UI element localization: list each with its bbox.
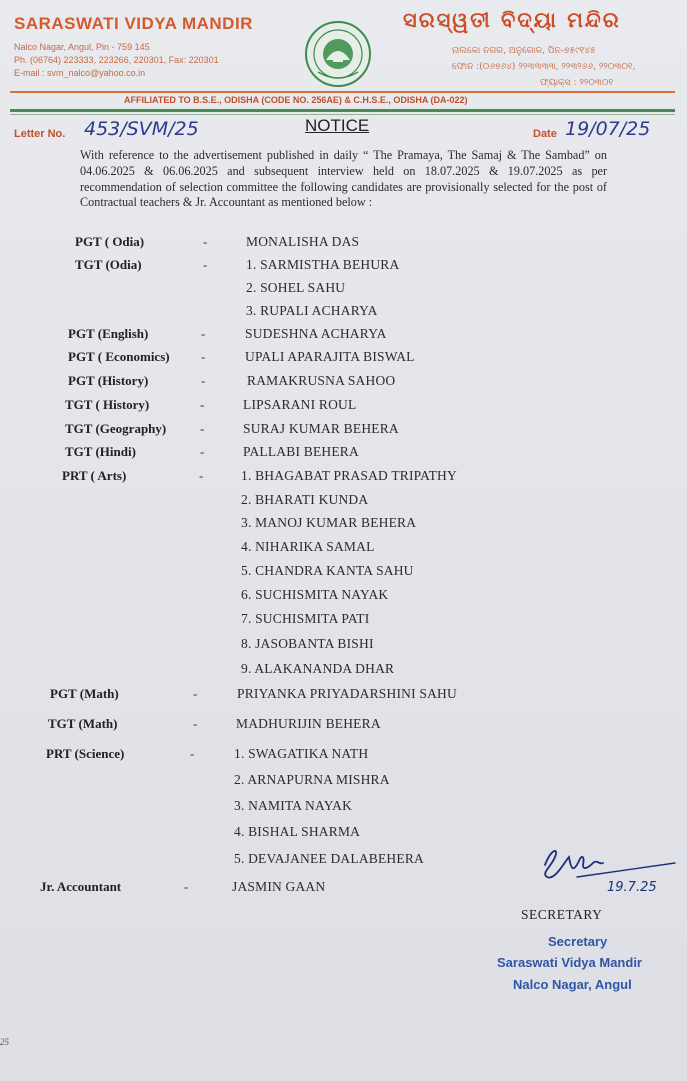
candidate-name: 1. SWAGATIKA NATH xyxy=(234,746,369,761)
school-name-odia: ସରସ୍ୱତୀ ବିଦ୍ୟା ମନ୍ଦିର xyxy=(403,8,621,32)
post-label: TGT (Math) xyxy=(48,716,118,731)
candidate-name: 6. SUCHISMITA NAYAK xyxy=(241,587,389,602)
separator-dash: - xyxy=(184,879,189,894)
signature-icon xyxy=(537,843,677,895)
post-label: PGT ( Odia) xyxy=(75,234,145,249)
odia-address-line-1: ନାଲକୋ ନଗର, ଅନୁଗୋଳ, ପିନ-୭୫୯୧୪୫ xyxy=(452,46,596,56)
candidate-name: 3. NAMITA NAYAK xyxy=(234,798,353,813)
post-label: PRT (Science) xyxy=(46,746,125,761)
candidate-name: 2. BHARATI KUNDA xyxy=(241,492,369,507)
letter-no-label: Letter No. xyxy=(14,128,66,140)
candidate-name: 4. NIHARIKA SAMAL xyxy=(241,539,375,554)
candidate-name: UPALI APARAJITA BISWAL xyxy=(245,349,415,364)
post-label: TGT ( History) xyxy=(65,397,150,412)
odia-address-line-3: ଫ୍ୟାକ୍ସ : ୨୨୦୩୦୧ xyxy=(540,78,614,88)
candidate-name: 7. SUCHISMITA PATI xyxy=(241,611,370,626)
header-rule-thin xyxy=(10,114,675,115)
school-logo-icon xyxy=(304,20,372,88)
separator-dash: - xyxy=(201,326,206,341)
candidate-name: SUDESHNA ACHARYA xyxy=(245,326,387,341)
post-label: TGT (Hindi) xyxy=(65,444,136,459)
post-label: TGT (Geography) xyxy=(65,421,167,436)
candidate-name: 9. ALAKANANDA DHAR xyxy=(241,661,395,676)
post-label: Jr. Accountant xyxy=(40,879,122,894)
post-label: PGT (English) xyxy=(68,326,149,341)
candidate-name: 1. BHAGABAT PRASAD TRIPATHY xyxy=(241,468,457,483)
candidate-name: LIPSARANI ROUL xyxy=(243,397,357,412)
candidate-name: JASMIN GAAN xyxy=(232,879,326,894)
separator-dash: - xyxy=(201,349,206,364)
candidate-name: 2. SOHEL SAHU xyxy=(246,280,346,295)
separator-dash: - xyxy=(201,373,206,388)
candidate-name: 5. CHANDRA KANTA SAHU xyxy=(241,563,414,578)
notice-title: NOTICE xyxy=(305,116,370,135)
separator-dash: - xyxy=(200,397,205,412)
header-rule xyxy=(10,109,675,112)
candidate-name: RAMAKRUSNA SAHOO xyxy=(247,373,396,388)
address-line-1: Nalco Nagar, Angul, Pin - 759 145 xyxy=(14,42,150,52)
separator-dash: - xyxy=(193,686,198,701)
post-label: TGT (Odia) xyxy=(75,257,142,272)
candidate-name: 8. JASOBANTA BISHI xyxy=(241,636,374,651)
post-label: PGT (Math) xyxy=(50,686,119,701)
candidate-name: 3. RUPALI ACHARYA xyxy=(246,303,378,318)
separator-dash: - xyxy=(203,257,208,272)
separator-dash: - xyxy=(200,444,205,459)
candidate-name: SURAJ KUMAR BEHERA xyxy=(243,421,399,436)
stamp-line-2: Saraswati Vidya Mandir xyxy=(497,955,642,970)
candidate-name: PALLABI BEHERA xyxy=(243,444,359,459)
candidate-name: MADHURIJIN BEHERA xyxy=(236,716,381,731)
candidate-name: 2. ARNAPURNA MISHRA xyxy=(234,772,390,787)
letter-no-value: 453/SVM/25 xyxy=(84,118,199,140)
candidate-name: PRIYANKA PRIYADARSHINI SAHU xyxy=(237,686,457,701)
post-label: PGT (History) xyxy=(68,373,149,388)
separator-dash: - xyxy=(193,716,198,731)
header-divider xyxy=(10,91,675,93)
post-label: PGT ( Economics) xyxy=(68,349,170,364)
separator-dash: - xyxy=(190,746,195,761)
address-line-3: E-mail : svm_nalco@yahoo.co.in xyxy=(14,68,146,78)
candidate-name: 5. DEVAJANEE DALABEHERA xyxy=(234,851,424,866)
stamp-line-1: Secretary xyxy=(548,934,608,949)
separator-dash: - xyxy=(203,234,208,249)
signature-date: 19.7.25 xyxy=(607,880,657,895)
edge-mark: 25 xyxy=(0,1037,9,1047)
separator-dash: - xyxy=(200,421,205,436)
affiliation-line: AFFILIATED TO B.S.E., ODISHA (CODE NO. 256AE) & C.H.S.E., ODISHA (DA-022) xyxy=(124,95,468,105)
date-value: 19/07/25 xyxy=(565,118,651,140)
candidate-name: 1. SARMISTHA BEHURA xyxy=(246,257,400,272)
candidate-name: 3. MANOJ KUMAR BEHERA xyxy=(241,515,417,530)
candidate-name: 4. BISHAL SHARMA xyxy=(234,824,361,839)
separator-dash: - xyxy=(199,468,204,483)
intro-paragraph: With reference to the advertisement published in daily “ The Pramaya, The Samaj & The Sambad” on 04.06.2025 & 06.06.2025 and subsequent interview held on 18.07.2025 & 19.07.2025 as per recommendation of selection committee the following candidates are provisionally selected for the post of Contractual teachers & Jr. Accountant as mentioned below : xyxy=(80,148,607,210)
post-label: PRT ( Arts) xyxy=(62,468,127,483)
designation: SECRETARY xyxy=(521,907,603,922)
school-name: SARASWATI VIDYA MANDIR xyxy=(14,14,253,33)
date-label: Date xyxy=(533,128,557,140)
odia-address-line-2: ଫୋନ :(୦୬୭୬୪) ୨୨୩୩୩୩, ୨୨୩୨୬୬, ୨୨୦୩୦୧, xyxy=(452,62,636,72)
candidate-name: MONALISHA DAS xyxy=(246,234,360,249)
address-line-2: Ph. (06764) 223333, 223266, 220301, Fax: 220301 xyxy=(14,55,219,65)
stamp-line-3: Nalco Nagar, Angul xyxy=(513,977,632,992)
